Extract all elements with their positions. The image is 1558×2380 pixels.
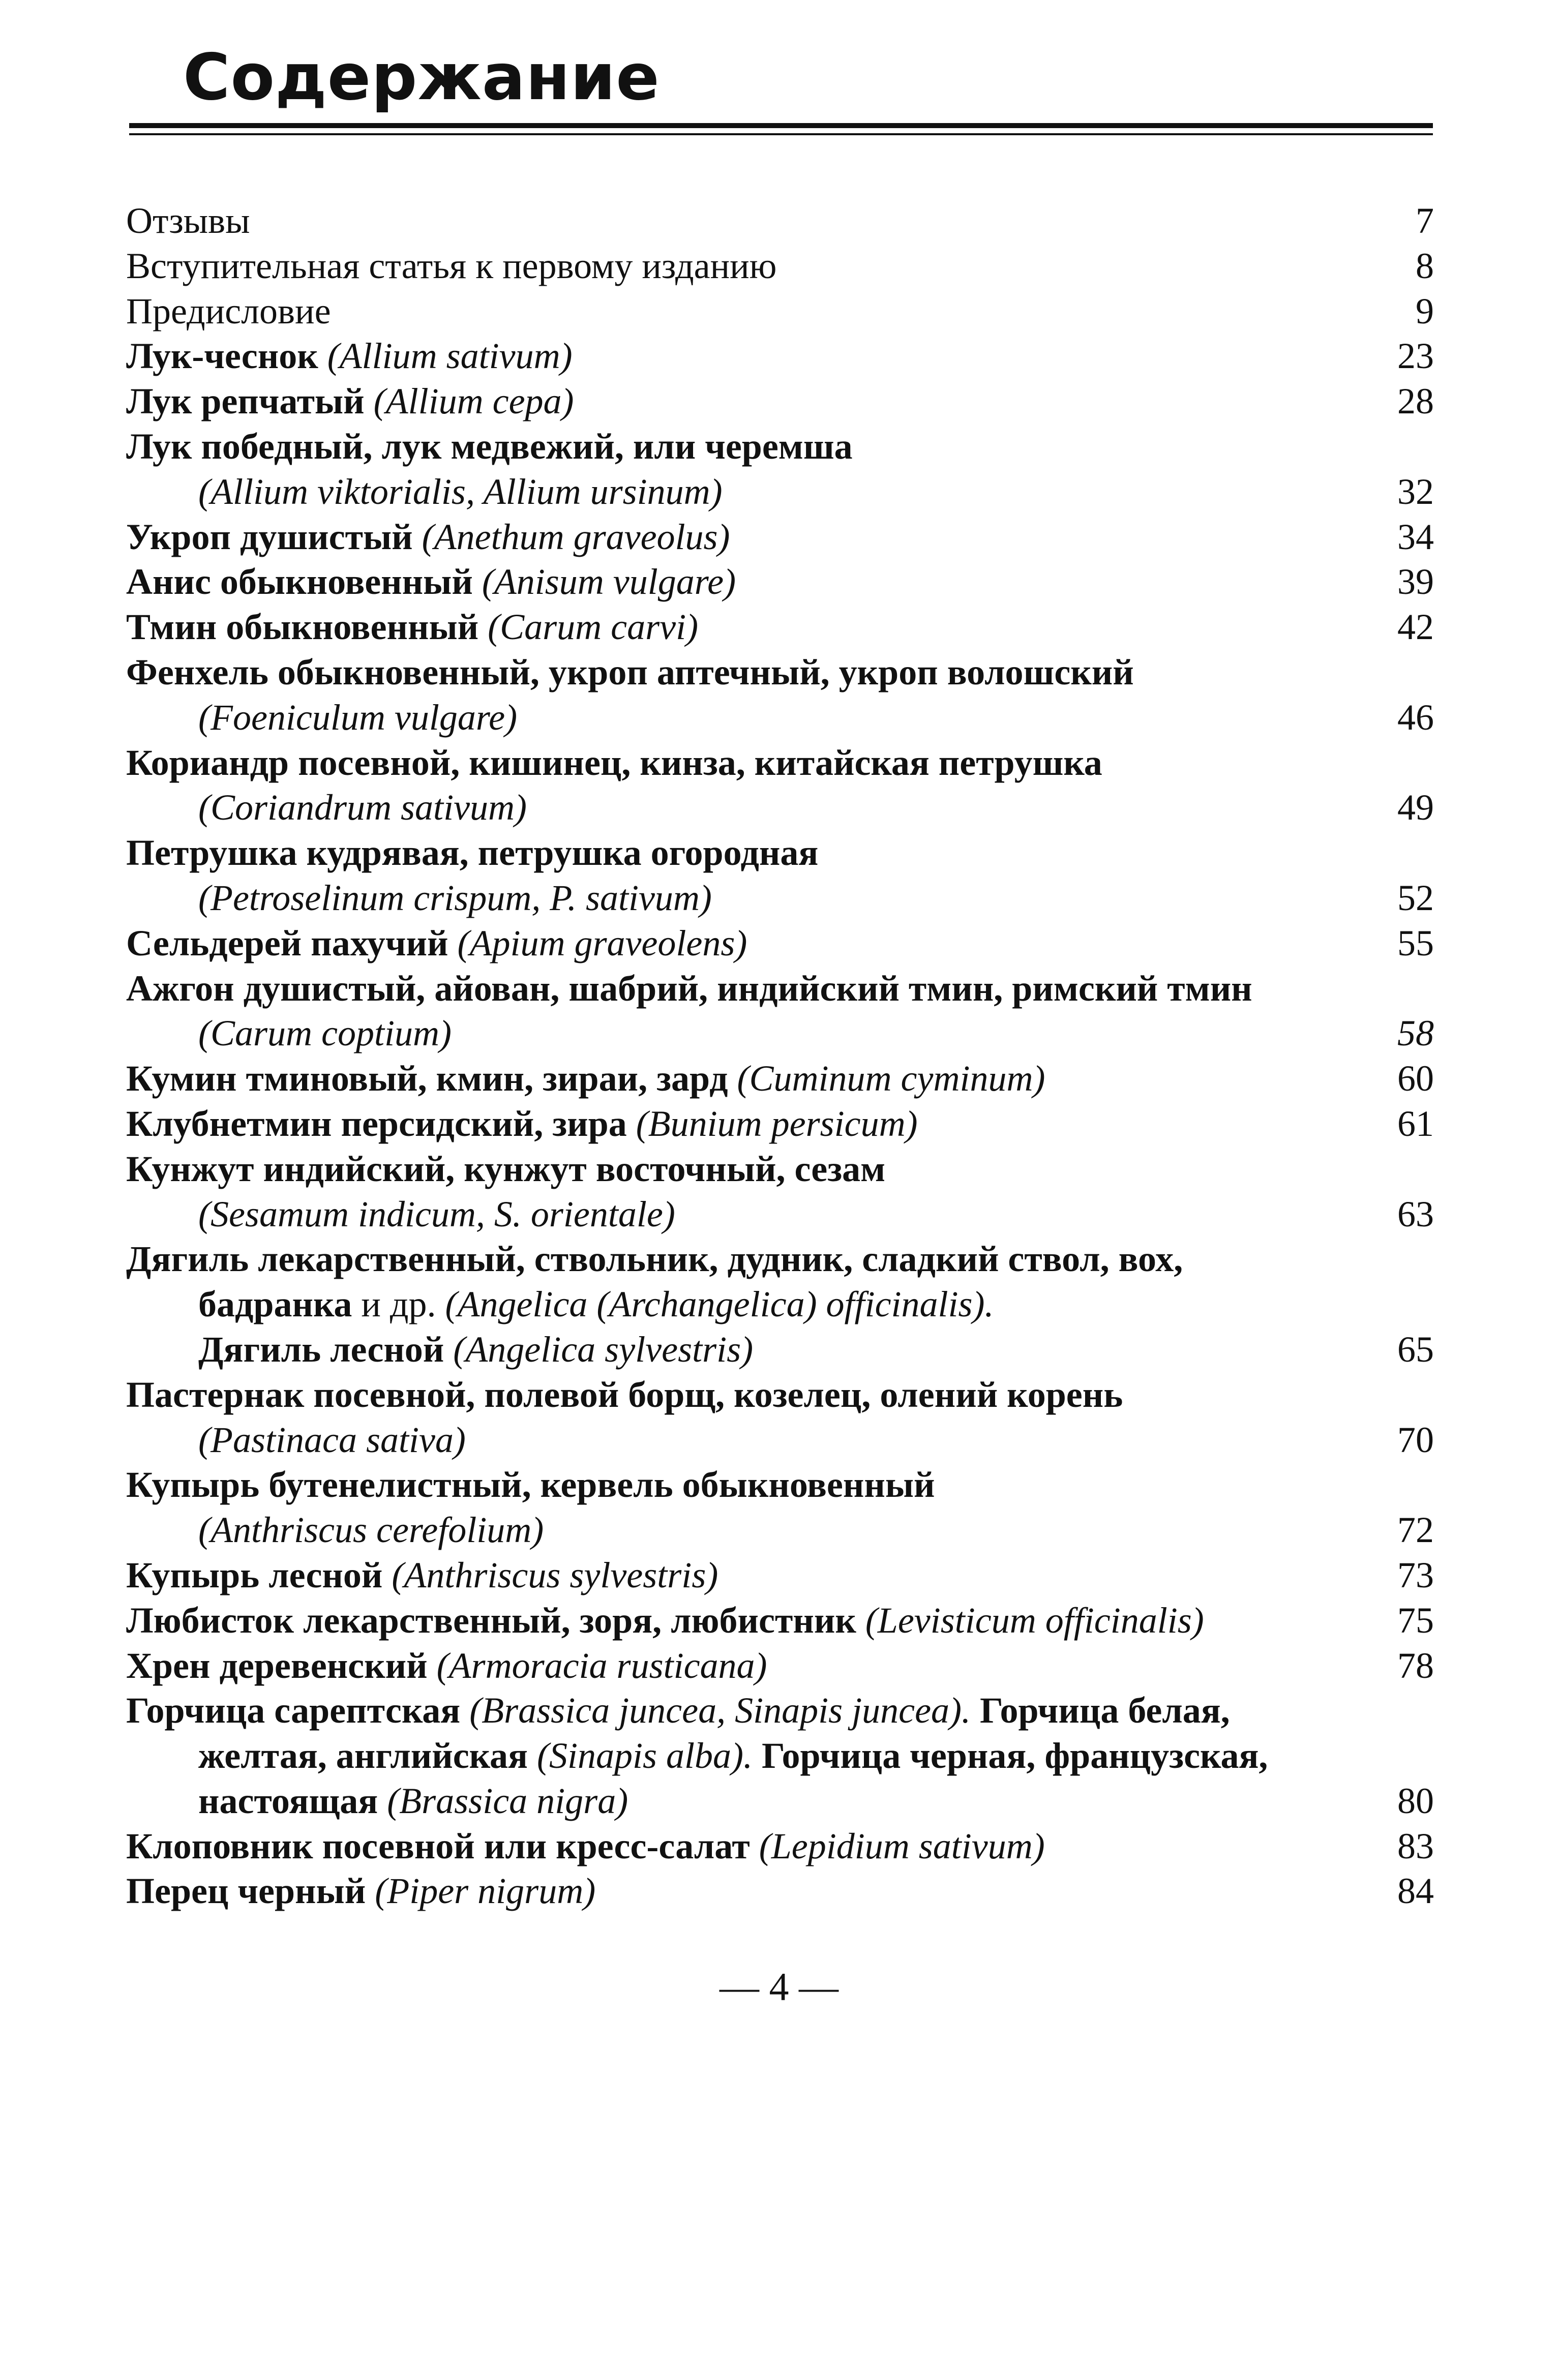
latin-name: (Levisticum officinalis) [865, 1600, 1204, 1641]
toc-line[interactable] [126, 1418, 1434, 1463]
page-ref: 73 [1397, 1554, 1434, 1595]
latin-name: (Carum carvi) [488, 607, 699, 648]
toc-line[interactable] [126, 1327, 1434, 1372]
page-ref: 80 [1397, 1780, 1434, 1821]
latin-name: (Cuminum cyminum) [737, 1058, 1045, 1099]
toc-line[interactable] [126, 1508, 1434, 1553]
page-ref: 55 [1397, 922, 1434, 963]
toc-line[interactable] [126, 1779, 1434, 1824]
latin-name: (Armoracia rusticana) [436, 1645, 767, 1686]
plain-text: и др. [361, 1284, 436, 1325]
plant-name: Кунжут индийский, кунжут восточный, сезам [126, 1148, 886, 1189]
latin-name: (Pastinaca sativa) [198, 1419, 466, 1460]
toc-line[interactable] [126, 605, 1434, 650]
latin-name: (Allium cepa) [373, 381, 574, 422]
latin-name: (Petroselinum crispum, P. sativum) [198, 877, 712, 918]
toc-line[interactable] [126, 1056, 1434, 1101]
plant-name: Купырь бутенелистный, кервель обыкновенный [126, 1464, 935, 1505]
toc-line[interactable] [126, 1237, 1434, 1282]
toc-line[interactable] [126, 876, 1434, 921]
latin-name: (Piper nigrum) [375, 1871, 596, 1912]
page-ref: 61 [1397, 1103, 1434, 1144]
toc-line[interactable] [126, 515, 1434, 560]
page-ref: 58 [1397, 1013, 1434, 1054]
toc-line[interactable] [126, 1101, 1434, 1147]
entry-text: Отзывы [126, 200, 250, 241]
toc-line[interactable] [126, 785, 1434, 830]
toc-line[interactable] [126, 1598, 1434, 1643]
page-ref: 49 [1397, 787, 1434, 828]
toc-line[interactable] [126, 198, 1434, 244]
toc-line[interactable] [126, 1688, 1434, 1733]
plant-name: Пастернак посевной, полевой борщ, козелец, олений корень [126, 1374, 1123, 1415]
page-ref: 75 [1397, 1600, 1434, 1641]
toc-line[interactable] [126, 1643, 1434, 1689]
plant-name: Укроп душистый [126, 516, 413, 557]
toc-line[interactable] [126, 1869, 1434, 1914]
page-ref: 65 [1397, 1329, 1434, 1370]
toc-line[interactable] [126, 244, 1434, 289]
toc-line[interactable] [126, 334, 1434, 379]
plant-name: Дягиль лесной [198, 1329, 444, 1370]
plant-name: Клоповник посевной или кресс-салат [126, 1825, 750, 1866]
page-ref: 78 [1397, 1645, 1434, 1686]
latin-name: (Carum coptium) [198, 1013, 452, 1054]
latin-name: (Anthriscus sylvestris) [392, 1554, 718, 1595]
plant-name: Кориандр посевной, кишинец, кинза, китайская петрушка [126, 742, 1102, 783]
toc-line[interactable] [126, 1462, 1434, 1508]
page-ref: 8 [1416, 245, 1434, 286]
latin-name: (Allium viktorialis, Allium ursinum) [198, 471, 723, 512]
toc-line[interactable] [126, 289, 1434, 334]
latin-name: (Angelica (Archangelica) officinalis). [445, 1284, 994, 1325]
toc-line[interactable] [126, 1553, 1434, 1598]
latin-name: (Anisum vulgare) [482, 561, 736, 602]
toc-line[interactable] [126, 695, 1434, 740]
page-ref: 9 [1416, 290, 1434, 332]
plant-name-2: Горчица черная, французская, [761, 1735, 1268, 1776]
plant-name: Дягиль лекарственный, ствольник, дудник, сладкий ствол, вох, [126, 1239, 1183, 1280]
plant-name-2: Горчица белая, [980, 1690, 1230, 1731]
plant-name: Лук-чеснок [126, 336, 318, 377]
page-ref: 42 [1397, 607, 1434, 648]
toc-line[interactable] [126, 559, 1434, 605]
page-ref: 60 [1397, 1058, 1434, 1099]
toc-line[interactable] [126, 740, 1434, 786]
plant-name: Любисток лекарственный, зоря, любистник [126, 1600, 856, 1641]
toc-line[interactable] [126, 469, 1434, 515]
entry-text: Вступительная статья к первому изданию [126, 245, 777, 286]
page-ref: 34 [1397, 516, 1434, 557]
latin-name: (Coriandrum sativum) [198, 787, 527, 828]
latin-name: (Angelica sylvestris) [453, 1329, 754, 1370]
toc-line[interactable] [126, 1282, 1434, 1327]
toc-line[interactable] [126, 966, 1434, 1011]
plant-name: Клубнетмин персидский, зира [126, 1103, 627, 1144]
title-rule-thin [129, 133, 1433, 135]
table-of-contents [126, 198, 1434, 1914]
page-ref: 70 [1397, 1419, 1434, 1460]
toc-line[interactable] [126, 424, 1434, 469]
page-ref: 84 [1397, 1871, 1434, 1912]
page-ref: 72 [1397, 1510, 1434, 1551]
latin-name: (Sesamum indicum, S. orientale) [198, 1193, 675, 1234]
toc-line[interactable] [126, 921, 1434, 966]
plant-name: Петрушка кудрявая, петрушка огородная [126, 832, 819, 873]
plant-name: Лук репчатый [126, 381, 365, 422]
plant-name: Перец черный [126, 1871, 366, 1912]
toc-line[interactable] [126, 1147, 1434, 1192]
latin-name: (Anthriscus cerefolium) [198, 1510, 544, 1551]
plant-name: Ажгон душистый, айован, шабрий, индийский тмин, римский тмин [126, 968, 1252, 1009]
plant-name: настоящая [198, 1780, 378, 1821]
latin-name: (Brassica juncea, Sinapis juncea). [469, 1690, 971, 1731]
plant-name: Сельдерей пахучий [126, 922, 448, 963]
page-ref: 32 [1397, 471, 1434, 512]
page-ref: 83 [1397, 1825, 1434, 1866]
plant-name: Горчица сарептская [126, 1690, 461, 1731]
entry-text: Предисловие [126, 290, 331, 332]
page-ref: 39 [1397, 561, 1434, 602]
page-ref: 23 [1397, 336, 1434, 377]
page-ref: 63 [1397, 1193, 1434, 1234]
latin-name: (Apium graveolens) [457, 922, 747, 963]
toc-line[interactable] [126, 830, 1434, 876]
plant-name: Тмин обыкновенный [126, 607, 479, 648]
latin-name: (Lepidium sativum) [759, 1825, 1045, 1866]
plant-name: Фенхель обыкновенный, укроп аптечный, укроп волошский [126, 651, 1134, 692]
toc-line[interactable] [126, 650, 1434, 695]
plant-name: Лук победный, лук медвежий, или черемша [126, 426, 853, 467]
plant-name: бадранка [198, 1284, 352, 1325]
toc-line[interactable] [126, 1372, 1434, 1418]
toc-line[interactable] [126, 1733, 1434, 1779]
toc-line[interactable] [126, 1192, 1434, 1237]
latin-name: (Allium sativum) [327, 336, 573, 377]
plant-name: Купырь лесной [126, 1554, 383, 1595]
latin-name: (Foeniculum vulgare) [198, 697, 518, 738]
title-rule-thick [129, 123, 1433, 128]
plant-name: желтая, английская [198, 1735, 528, 1776]
page-ref: 52 [1397, 877, 1434, 918]
page-title: Содержание [183, 40, 660, 114]
page-ref: 46 [1397, 697, 1434, 738]
latin-name: (Brassica nigra) [387, 1780, 628, 1821]
page-ref: 28 [1397, 381, 1434, 422]
page-ref: 7 [1416, 200, 1434, 241]
latin-name: (Anethum graveolus) [422, 516, 730, 557]
toc-line[interactable] [126, 1011, 1434, 1056]
latin-name: (Bunium persicum) [636, 1103, 918, 1144]
page-number: — 4 — [720, 1965, 838, 2009]
latin-name: (Sinapis alba). [537, 1735, 753, 1776]
plant-name: Хрен деревенский [126, 1645, 428, 1686]
plant-name: Кумин тминовый, кмин, зираи, зард [126, 1058, 728, 1099]
toc-line[interactable] [126, 379, 1434, 424]
toc-line[interactable] [126, 1824, 1434, 1869]
plant-name: Анис обыкновенный [126, 561, 473, 602]
